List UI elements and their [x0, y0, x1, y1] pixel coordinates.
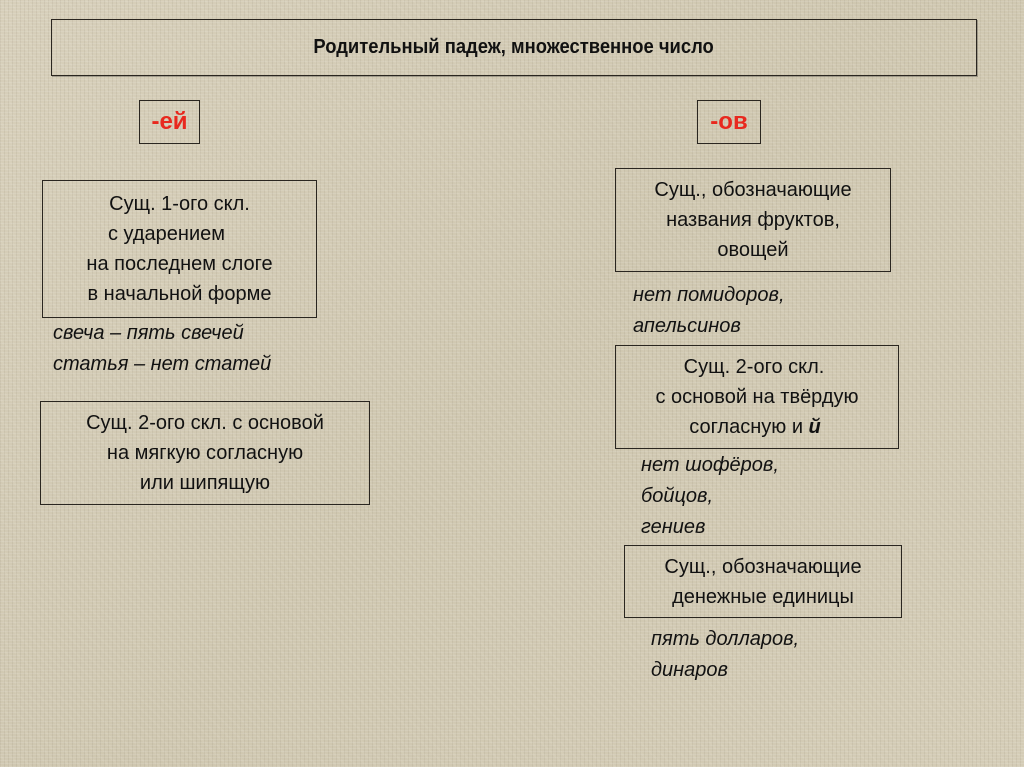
rule-fruits-vegetables [615, 168, 891, 272]
examples-second-declension-hard [641, 450, 779, 543]
rule-line: Сущ. 2-ого скл. [683, 356, 825, 378]
rule-line: овощей [717, 239, 789, 261]
rule-line: на мягкую согласную [106, 442, 304, 464]
rule-currency-units [624, 545, 902, 618]
example-line: апельсинов [633, 315, 741, 337]
rule-line: Сущ. 2-ого скл. с основой [86, 412, 324, 434]
rule-line: с основой на твёрдую [655, 386, 859, 408]
rule-second-declension-hard [615, 345, 899, 449]
rule-line: Сущ. 1-ого скл. [109, 193, 250, 215]
rule-line: в начальной форме [87, 283, 272, 305]
ending-ov-box [697, 100, 761, 144]
rule-line: Сущ., обозначающие [664, 555, 862, 578]
rule-line: с ударением [107, 223, 226, 245]
rule-second-declension-soft [40, 401, 370, 505]
examples-currency-units [651, 624, 799, 686]
ending-ei-box [139, 100, 200, 144]
examples-first-declension [53, 318, 271, 380]
example-line: бойцов, [641, 485, 714, 507]
emphasis-letter: й [808, 416, 821, 438]
ending-ei-label: -ей [151, 108, 188, 135]
slide-title: Родительный падеж, множественное число [313, 36, 715, 58]
example-line: пять долларов, [651, 628, 800, 650]
ending-ov-label: -ов [710, 108, 748, 135]
rule-line: названия фруктов, [666, 209, 840, 231]
title-box [51, 19, 977, 76]
example-line: гениев [641, 516, 706, 538]
rule-line: Сущ., обозначающие [654, 179, 852, 201]
rule-line: или шипящую [139, 472, 271, 494]
example-line: свеча – пять свечей [53, 322, 244, 344]
example-line: статья – нет статей [53, 353, 272, 375]
rule-first-declension-stressed [42, 180, 317, 318]
examples-fruits-vegetables [633, 280, 785, 342]
example-line: динаров [651, 659, 728, 681]
rule-line: денежные единицы [672, 585, 854, 608]
rule-line: на последнем слоге [86, 253, 273, 275]
example-line: нет шофёров, [641, 454, 779, 476]
rule-line-with-emphasis [689, 412, 821, 442]
rule-line-text: согласную и [689, 416, 809, 438]
example-line: нет помидоров, [633, 284, 785, 306]
